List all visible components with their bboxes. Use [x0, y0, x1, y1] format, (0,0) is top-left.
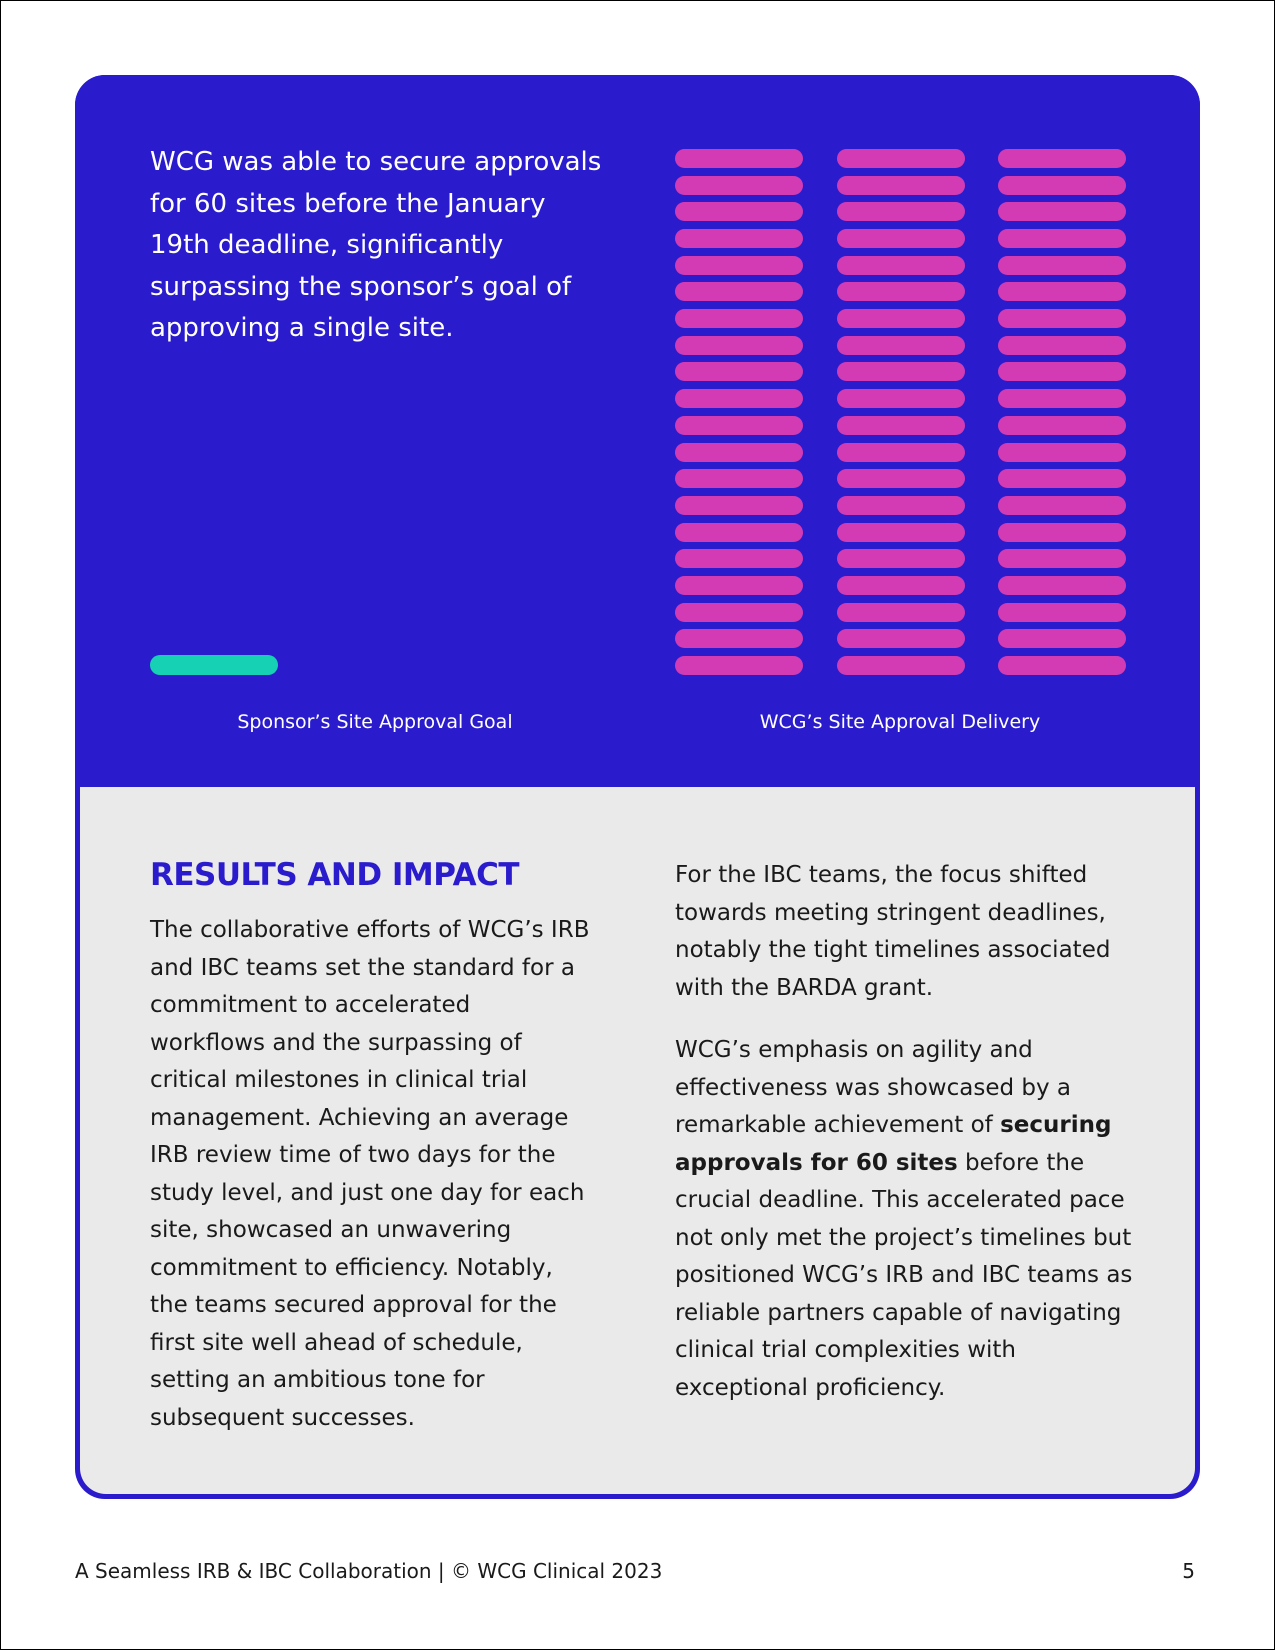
site-approval-bar: [675, 336, 803, 355]
site-approval-bar: [998, 656, 1126, 675]
site-approval-bar: [837, 149, 965, 168]
goal-bar: [150, 655, 278, 675]
intro-text: WCG was able to secure approvals for 60 sites before the January 19th deadline, significantly surpassing the sponsor’s goal of approving a single site.: [150, 147, 602, 343]
site-approval-bar: [675, 443, 803, 462]
page-number: 5: [1182, 1559, 1195, 1583]
site-approval-bar: [675, 629, 803, 648]
site-approval-bar: [675, 416, 803, 435]
site-approval-bar: [837, 523, 965, 542]
site-approval-bar: [675, 576, 803, 595]
site-approval-bar: [998, 496, 1126, 515]
site-approval-bar: [837, 443, 965, 462]
site-approval-bar: [675, 362, 803, 381]
site-approval-bar: [675, 656, 803, 675]
results-right-paragraph-1: For the IBC teams, the focus shifted towards meeting stringent deadlines, notably the tight timelines associated with the BARDA grant.: [675, 862, 1111, 1001]
delivery-bars-grid: [675, 149, 1127, 675]
site-approval-bar: [675, 176, 803, 195]
paragraph-bold-highlight: securing approvals for 60 sites: [675, 1112, 1112, 1176]
results-right-paragraph-2: [675, 1032, 1135, 1407]
site-approval-bar: [837, 603, 965, 622]
site-approval-bar: [675, 469, 803, 488]
site-approval-bar: [998, 309, 1126, 328]
goal-label: Sponsor’s Site Approval Goal: [237, 711, 513, 733]
site-approval-bar: [998, 229, 1126, 248]
site-approval-bar: [837, 656, 965, 675]
site-approval-bar: [998, 282, 1126, 301]
site-approval-bar: [837, 549, 965, 568]
site-approval-bar: [675, 496, 803, 515]
site-approval-bar: [837, 176, 965, 195]
site-approval-bar: [837, 202, 965, 221]
site-approval-bar: [998, 603, 1126, 622]
site-approval-bar: [998, 523, 1126, 542]
site-approval-bar: [675, 229, 803, 248]
site-approval-bar: [675, 549, 803, 568]
footer-text: A Seamless IRB & IBC Collaboration | © WCG Clinical 2023: [75, 1559, 663, 1583]
site-approval-bar: [998, 336, 1126, 355]
delivery-label: WCG’s Site Approval Delivery: [759, 711, 1041, 733]
site-approval-bar: [837, 362, 965, 381]
site-approval-bar: [837, 229, 965, 248]
case-study-card: [75, 75, 1200, 1499]
site-approval-bar: [837, 282, 965, 301]
results-panel: [80, 787, 1195, 1494]
site-approval-bar: [837, 469, 965, 488]
site-approval-bar: [837, 416, 965, 435]
site-approval-bar: [675, 309, 803, 328]
site-approval-bar: [837, 389, 965, 408]
site-approval-bar: [837, 256, 965, 275]
site-approval-bar: [998, 256, 1126, 275]
site-approval-bar: [998, 389, 1126, 408]
site-approval-bar: [998, 176, 1126, 195]
results-left-paragraph: The collaborative efforts of WCG’s IRB and IBC teams set the standard for a commitment to accelerated workflows and the surpassing of critical milestones in clinical trial management. Achieving an average IRB review time of two days for the study level, and just one day for each site, showcased an unwavering commitment to efficiency. Notably, the teams secured approval for the first site well ahead of schedule, setting an ambitious tone for subsequent successes.: [150, 917, 590, 1431]
site-approval-bar: [675, 523, 803, 542]
site-approval-bar: [837, 336, 965, 355]
site-approval-bar: [675, 389, 803, 408]
site-approval-bar: [675, 282, 803, 301]
site-approval-bar: [998, 549, 1126, 568]
site-approval-bar: [998, 576, 1126, 595]
approval-comparison-panel: [75, 75, 1200, 787]
site-approval-bar: [998, 443, 1126, 462]
site-approval-bar: [998, 469, 1126, 488]
site-approval-bar: [998, 416, 1126, 435]
site-approval-bar: [675, 202, 803, 221]
site-approval-bar: [675, 603, 803, 622]
site-approval-bar: [998, 629, 1126, 648]
site-approval-bar: [837, 309, 965, 328]
site-approval-bar: [675, 149, 803, 168]
site-approval-bar: [998, 362, 1126, 381]
site-approval-bar: [998, 202, 1126, 221]
paragraph-text-start: WCG’s emphasis on agility and effectiveness was showcased by a remarkable achievement of: [675, 1037, 1072, 1138]
site-approval-bar: [837, 576, 965, 595]
paragraph-text-end: before the crucial deadline. This accelerated pace not only met the project’s timelines but positioned WCG’s IRB and IBC teams as reliable partners capable of navigating clinical trial complexities with exceptional proficiency.: [675, 1149, 1133, 1401]
site-approval-bar: [837, 629, 965, 648]
site-approval-bar: [837, 496, 965, 515]
site-approval-bar: [675, 256, 803, 275]
site-approval-bar: [998, 149, 1126, 168]
results-heading: RESULTS AND IMPACT: [150, 857, 520, 893]
